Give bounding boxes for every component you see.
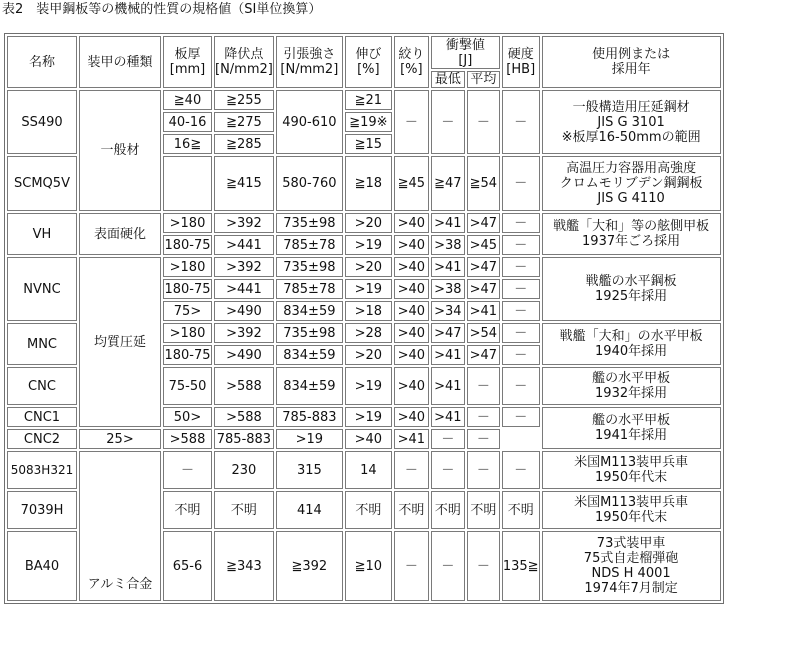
cell-hardness: －	[502, 279, 540, 299]
cell-usage: 戦艦「大和」の水平甲板 1940年採用	[542, 323, 721, 365]
cell-thickness: 50>	[163, 407, 212, 427]
header-yield: 降伏点 [N/mm2]	[214, 36, 274, 88]
cell-elongation: >20	[345, 213, 392, 233]
cell-impact-avg: ≧54	[467, 156, 500, 211]
cell-tensile: 834±59	[276, 367, 343, 405]
cell-tensile: 580-760	[276, 156, 343, 211]
cell-yield: ≧285	[214, 134, 274, 154]
cell-usage: 戦艦の水平鋼板 1925年採用	[542, 257, 721, 321]
cell-elongation: 14	[345, 451, 392, 489]
cell-impact-min: >41	[431, 257, 465, 277]
cell-yield: >490	[214, 345, 274, 365]
cell-reduction: －	[394, 531, 429, 601]
cell-tensile: 785±78	[276, 279, 343, 299]
cell-thickness: 25>	[79, 429, 161, 449]
cell-tensile: 490-610	[276, 90, 343, 154]
cell-impact-avg: >47	[467, 213, 500, 233]
material-name: NVNC	[7, 257, 77, 321]
cell-elongation: ≧10	[345, 531, 392, 601]
cell-impact-min: >38	[431, 279, 465, 299]
header-impact: 衝撃値 [J]	[431, 36, 500, 69]
cell-elongation: >20	[345, 345, 392, 365]
cell-impact-avg: －	[467, 90, 500, 154]
header-reduction: 絞り [%]	[394, 36, 429, 88]
cell-yield: >392	[214, 323, 274, 343]
cell-reduction: >40	[394, 301, 429, 321]
cell-thickness: 75-50	[163, 367, 212, 405]
cell-yield: ≧415	[214, 156, 274, 211]
cell-reduction: >40	[394, 279, 429, 299]
cell-impact-min: >34	[431, 301, 465, 321]
cell-usage: 艦の水平甲板 1941年採用	[542, 407, 721, 449]
table-row	[7, 213, 721, 233]
header-usage: 使用例または 採用年	[542, 36, 721, 88]
cell-elongation: >28	[345, 323, 392, 343]
cell-impact-min: >41	[431, 345, 465, 365]
cell-elongation: ≧19※	[345, 112, 392, 132]
cell-hardness: －	[502, 367, 540, 405]
cell-impact-min: >41	[431, 367, 465, 405]
cell-reduction: >40	[345, 429, 392, 449]
cell-reduction: －	[394, 90, 429, 154]
cell-impact-avg: >47	[467, 345, 500, 365]
cell-yield: >588	[214, 407, 274, 427]
cell-yield: >588	[214, 367, 274, 405]
cell-thickness: 180-75	[163, 279, 212, 299]
material-name: CNC1	[7, 407, 77, 427]
cell-reduction: >40	[394, 235, 429, 255]
header-hardness: 硬度 [HB]	[502, 36, 540, 88]
cell-impact-min: >47	[431, 323, 465, 343]
material-name: 5083H321	[7, 451, 77, 489]
cell-tensile: 414	[276, 491, 343, 529]
cell-impact-avg: >47	[467, 279, 500, 299]
cell-tensile: 785-883	[276, 407, 343, 427]
cell-thickness: 180-75	[163, 235, 212, 255]
cell-thickness: >180	[163, 257, 212, 277]
cell-yield: ≧275	[214, 112, 274, 132]
cell-elongation: >19	[345, 367, 392, 405]
cell-hardness: －	[502, 451, 540, 489]
header-name: 名称	[7, 36, 77, 88]
cell-usage: 一般構造用圧延鋼材 JIS G 3101 ※板厚16-50mmの範囲	[542, 90, 721, 154]
cell-impact-avg: －	[467, 367, 500, 405]
cell-tensile: 834±59	[276, 345, 343, 365]
cell-elongation: >18	[345, 301, 392, 321]
table-row	[7, 90, 721, 110]
cell-thickness: 40-16	[163, 112, 212, 132]
material-name: MNC	[7, 323, 77, 365]
cell-hardness: 135≧	[502, 531, 540, 601]
armor-type-surface: 表面硬化	[79, 213, 161, 255]
cell-impact-min: >41	[431, 407, 465, 427]
cell-hardness: －	[502, 90, 540, 154]
cell-elongation: >20	[345, 257, 392, 277]
cell-thickness: 180-75	[163, 345, 212, 365]
cell-usage: 高温圧力容器用高強度 クロムモリブデン鋼鋼板 JIS G 4110	[542, 156, 721, 211]
cell-yield: >392	[214, 213, 274, 233]
cell-impact-avg: >54	[467, 323, 500, 343]
cell-elongation: 不明	[345, 491, 392, 529]
material-name: CNC	[7, 367, 77, 405]
armor-type-aluminum: アルミ合金	[79, 451, 161, 601]
cell-reduction: >40	[394, 213, 429, 233]
cell-reduction: >40	[394, 345, 429, 365]
header-tensile: 引張強さ [N/mm2]	[276, 36, 343, 88]
cell-elongation: >19	[276, 429, 343, 449]
cell-reduction: －	[394, 451, 429, 489]
table-caption: 表2 装甲鋼板等の機械的性質の規格値（SI単位換算）	[2, 2, 322, 17]
cell-tensile: 834±59	[276, 301, 343, 321]
cell-yield: ≧343	[214, 531, 274, 601]
cell-usage: 戦艦「大和」等の舷側甲板 1937年ごろ採用	[542, 213, 721, 255]
cell-yield: ≧255	[214, 90, 274, 110]
cell-usage: 米国M113装甲兵車 1950年代末	[542, 491, 721, 529]
cell-hardness: －	[502, 156, 540, 211]
cell-hardness: －	[502, 345, 540, 365]
cell-impact-avg: 不明	[467, 491, 500, 529]
cell-impact-min: >41	[394, 429, 429, 449]
cell-thickness: 不明	[163, 491, 212, 529]
header-elongation: 伸び [%]	[345, 36, 392, 88]
cell-tensile: 785±78	[276, 235, 343, 255]
cell-impact-min: >41	[431, 213, 465, 233]
cell-yield: 230	[214, 451, 274, 489]
cell-thickness: ≧40	[163, 90, 212, 110]
cell-yield: >392	[214, 257, 274, 277]
header-impact-min: 最低	[431, 71, 465, 88]
cell-hardness: －	[502, 257, 540, 277]
cell-impact-min: －	[431, 90, 465, 154]
header-type: 装甲の種類	[79, 36, 161, 88]
header-impact-avg: 平均	[467, 71, 500, 88]
cell-reduction: >40	[394, 257, 429, 277]
cell-impact-avg: >45	[467, 235, 500, 255]
cell-tensile: ≧392	[276, 531, 343, 601]
cell-elongation: ≧21	[345, 90, 392, 110]
cell-hardness: －	[502, 213, 540, 233]
cell-impact-avg: －	[467, 451, 500, 489]
cell-elongation: ≧18	[345, 156, 392, 211]
cell-yield: >441	[214, 235, 274, 255]
material-name: SS490	[7, 90, 77, 154]
cell-thickness: 75>	[163, 301, 212, 321]
header-thickness: 板厚 [mm]	[163, 36, 212, 88]
cell-hardness: －	[502, 323, 540, 343]
cell-yield: >441	[214, 279, 274, 299]
cell-elongation: >19	[345, 235, 392, 255]
armor-type-homogeneous: 均質圧延	[79, 257, 161, 427]
cell-tensile: 785-883	[214, 429, 274, 449]
cell-reduction: 不明	[394, 491, 429, 529]
cell-hardness: 不明	[502, 491, 540, 529]
cell-impact-min: ≧47	[431, 156, 465, 211]
cell-usage: 73式装甲車 75式自走榴弾砲 NDS H 4001 1974年7月制定	[542, 531, 721, 601]
header-row	[7, 36, 721, 69]
cell-impact-avg: >47	[467, 257, 500, 277]
cell-yield: 不明	[214, 491, 274, 529]
cell-reduction: >40	[394, 367, 429, 405]
cell-hardness: －	[502, 301, 540, 321]
cell-usage: 米国M113装甲兵車 1950年代末	[542, 451, 721, 489]
cell-impact-min: 不明	[431, 491, 465, 529]
cell-reduction: ≧45	[394, 156, 429, 211]
material-name: BA40	[7, 531, 77, 601]
cell-tensile: 735±98	[276, 213, 343, 233]
cell-thickness: －	[163, 451, 212, 489]
material-name: 7039H	[7, 491, 77, 529]
cell-yield: >490	[214, 301, 274, 321]
cell-impact-min: －	[431, 451, 465, 489]
cell-hardness: －	[502, 407, 540, 427]
cell-usage: 艦の水平甲板 1932年採用	[542, 367, 721, 405]
cell-thickness: >180	[163, 213, 212, 233]
cell-impact-min: －	[431, 531, 465, 601]
cell-thickness	[163, 156, 212, 211]
cell-elongation: ≧15	[345, 134, 392, 154]
cell-reduction: >40	[394, 407, 429, 427]
cell-impact-min: >38	[431, 235, 465, 255]
material-name: SCMQ5V	[7, 156, 77, 211]
cell-elongation: >19	[345, 279, 392, 299]
cell-impact-avg: －	[431, 429, 465, 449]
cell-impact-avg: >41	[467, 301, 500, 321]
cell-reduction: >40	[394, 323, 429, 343]
cell-tensile: 315	[276, 451, 343, 489]
armor-spec-table	[4, 33, 724, 604]
table-row	[7, 257, 721, 277]
cell-thickness: >180	[163, 323, 212, 343]
cell-tensile: 735±98	[276, 257, 343, 277]
material-name: VH	[7, 213, 77, 255]
armor-type-general: 一般材	[79, 90, 161, 211]
material-name: CNC2	[7, 429, 77, 449]
cell-thickness: 16≧	[163, 134, 212, 154]
cell-hardness: －	[467, 429, 500, 449]
cell-tensile: 735±98	[276, 323, 343, 343]
cell-impact-avg: －	[467, 531, 500, 601]
cell-thickness: 65-6	[163, 531, 212, 601]
cell-impact-avg: －	[467, 407, 500, 427]
cell-hardness: －	[502, 235, 540, 255]
cell-yield: >588	[163, 429, 212, 449]
cell-elongation: >19	[345, 407, 392, 427]
table-row	[7, 451, 721, 489]
